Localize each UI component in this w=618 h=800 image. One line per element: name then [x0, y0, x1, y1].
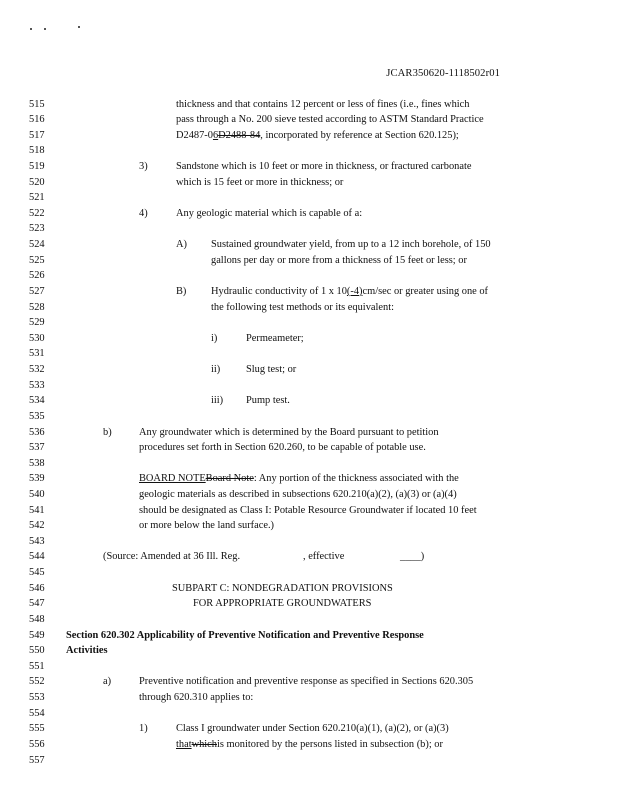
line-number: 527	[29, 285, 45, 297]
line-text: , incorporated by reference at Section 620.125);	[260, 129, 459, 141]
line-number: 538	[29, 457, 45, 469]
document-line	[0, 318, 618, 332]
line-number: 534	[29, 395, 45, 407]
line-text: pass through a No. 200 sieve tested according to ASTM Standard Practice	[176, 114, 484, 126]
line-text: Pump test.	[246, 395, 290, 407]
line-number: 544	[29, 551, 45, 563]
line-number: 529	[29, 317, 45, 329]
document-line	[0, 568, 618, 582]
document-line	[0, 209, 618, 223]
line-text: thickness and that contains 12 percent or less of fines (i.e., fines which	[176, 98, 470, 110]
line-number: 552	[29, 676, 45, 688]
line-number: 540	[29, 489, 45, 500]
line-number: 526	[29, 270, 45, 282]
line-number: 523	[29, 223, 45, 235]
document-line	[0, 224, 618, 238]
document-line	[0, 646, 618, 660]
line-text: Any groundwater which is determined by the Board pursuant to petition	[139, 426, 439, 438]
document-line	[0, 146, 618, 160]
document-line	[0, 740, 618, 754]
line-text: SUBPART C: NONDEGRADATION PROVISIONS	[172, 582, 393, 594]
line-number: 541	[29, 504, 45, 516]
line-text: Preventive notification and preventive response as specified in Sections 620.305	[139, 676, 474, 688]
line-text: is monitored by the persons listed in subsection (b); or	[217, 738, 443, 750]
document-line	[0, 162, 618, 176]
line-number: 545	[29, 567, 45, 579]
line-number: 528	[29, 301, 45, 313]
document-line	[0, 256, 618, 270]
document-line	[0, 178, 618, 192]
line-text: 3)	[139, 160, 148, 172]
document-line	[0, 131, 618, 145]
line-text: i)	[211, 332, 218, 344]
document-line	[0, 381, 618, 395]
scan-artifact	[30, 28, 90, 34]
line-number: 533	[29, 379, 45, 391]
document-line	[0, 584, 618, 598]
line-number: 516	[29, 114, 45, 126]
line-text: procedures set forth in Section 620.260, to be capable of potable use.	[139, 442, 426, 454]
document-line	[0, 100, 618, 114]
document-line	[0, 506, 618, 520]
line-text: geologic materials as described in subsections 620.210(a)(2), (a)(3) or (a)(4)	[139, 489, 457, 500]
document-line	[0, 677, 618, 691]
line-number: 554	[29, 707, 45, 719]
line-number: 556	[29, 738, 45, 750]
line-number: 536	[29, 426, 45, 438]
document-line	[0, 693, 618, 707]
line-text: B)	[176, 285, 187, 297]
line-text: 4)	[139, 207, 148, 219]
line-number: 549	[29, 629, 45, 641]
document-id: JCAR350620-1118502r01	[386, 68, 500, 79]
line-number: 532	[29, 364, 45, 376]
line-number: 537	[29, 442, 45, 454]
line-number: 531	[29, 348, 45, 360]
document-line	[0, 631, 618, 645]
line-text: ____)	[400, 551, 425, 563]
line-text: ii)	[211, 364, 221, 376]
document-line	[0, 115, 618, 129]
line-text: 1)	[139, 723, 148, 735]
line-text: Any geologic material which is capable of a:	[176, 207, 363, 219]
line-text: , effective	[303, 551, 345, 563]
line-text: Slug test; or	[246, 364, 297, 376]
line-text: A)	[176, 239, 187, 251]
document-line	[0, 459, 618, 473]
document-line	[0, 240, 618, 254]
document-line	[0, 756, 618, 770]
line-text: gallons per day or more from a thickness of 15 feet or less; or	[211, 254, 467, 266]
line-number: 518	[29, 145, 45, 157]
document-line	[0, 303, 618, 317]
line-text: iii)	[211, 395, 224, 407]
document-line	[0, 287, 618, 301]
line-number: 546	[29, 582, 45, 594]
line-text: Board Note	[205, 473, 254, 485]
line-text: FOR APPROPRIATE GROUNDWATERS	[193, 598, 372, 610]
line-text: (Source: Amended at 36 Ill. Reg.	[103, 551, 241, 563]
line-number: 520	[29, 176, 45, 188]
document-line	[0, 396, 618, 410]
line-number: 548	[29, 613, 45, 625]
document-line	[0, 537, 618, 551]
line-number: 553	[29, 692, 45, 704]
line-text: Sandstone which is 10 feet or more in thickness, or fractured carbonate	[176, 160, 472, 172]
line-text: through 620.310 applies to:	[139, 692, 254, 704]
document-line	[0, 709, 618, 723]
line-text: cm/sec or greater using one of	[362, 285, 489, 297]
line-number: 535	[29, 410, 45, 422]
line-text: Hydraulic conductivity of 1 x 10	[211, 285, 347, 297]
line-number: 550	[29, 645, 45, 657]
line-text: D2487-0	[176, 129, 213, 141]
line-number: 543	[29, 535, 45, 547]
line-text: D2488-84	[218, 129, 261, 141]
line-number: 515	[29, 98, 45, 110]
line-text: : Any portion of the thickness associated with the	[253, 473, 459, 485]
document-line	[0, 552, 618, 566]
document-line	[0, 193, 618, 207]
document-line	[0, 412, 618, 426]
document-line	[0, 349, 618, 363]
line-number: 542	[29, 520, 45, 532]
line-number: 551	[29, 660, 45, 672]
line-number: 525	[29, 254, 45, 266]
line-text: Activities	[66, 645, 108, 657]
document-line	[0, 599, 618, 613]
line-text: Class I groundwater under Section 620.210(a)(1), (a)(2), or (a)(3)	[176, 723, 449, 735]
line-number: 530	[29, 332, 45, 344]
line-text: 6	[212, 129, 219, 141]
document-line	[0, 365, 618, 379]
document-line	[0, 474, 618, 488]
document-line	[0, 662, 618, 676]
line-text: should be designated as Class I: Potable Resource Groundwater if located 10 feet	[139, 504, 477, 516]
line-text: BOARD NOTE	[139, 473, 206, 485]
line-text: a)	[103, 676, 112, 688]
line-text: Sustained groundwater yield, from up to a 12 inch borehole, of 150	[211, 239, 491, 251]
document-line	[0, 490, 618, 504]
line-number: 522	[29, 207, 45, 219]
document-line	[0, 443, 618, 457]
line-number: 557	[29, 754, 45, 766]
line-number: 519	[29, 160, 45, 172]
line-number: 524	[29, 239, 45, 251]
document-line	[0, 615, 618, 629]
line-text: Section 620.302 Applicability of Preventive Notification and Preventive Response	[66, 629, 424, 641]
line-text: that	[176, 738, 192, 750]
line-text: (-4)	[346, 285, 363, 297]
line-number: 555	[29, 723, 45, 735]
line-text: or more below the land surface.)	[139, 520, 275, 532]
line-text: b)	[103, 426, 112, 438]
document-line	[0, 271, 618, 285]
document-line	[0, 334, 618, 348]
line-number: 521	[29, 192, 45, 204]
line-text: Permeameter;	[246, 332, 304, 344]
line-text: which	[191, 738, 217, 750]
document-line	[0, 428, 618, 442]
line-number: 539	[29, 473, 45, 485]
line-number: 517	[29, 129, 45, 141]
document-line	[0, 521, 618, 535]
line-text: the following test methods or its equivalent:	[211, 301, 394, 313]
line-number: 547	[29, 598, 45, 610]
line-text: which is 15 feet or more in thickness; or	[176, 176, 344, 188]
document-line	[0, 724, 618, 738]
